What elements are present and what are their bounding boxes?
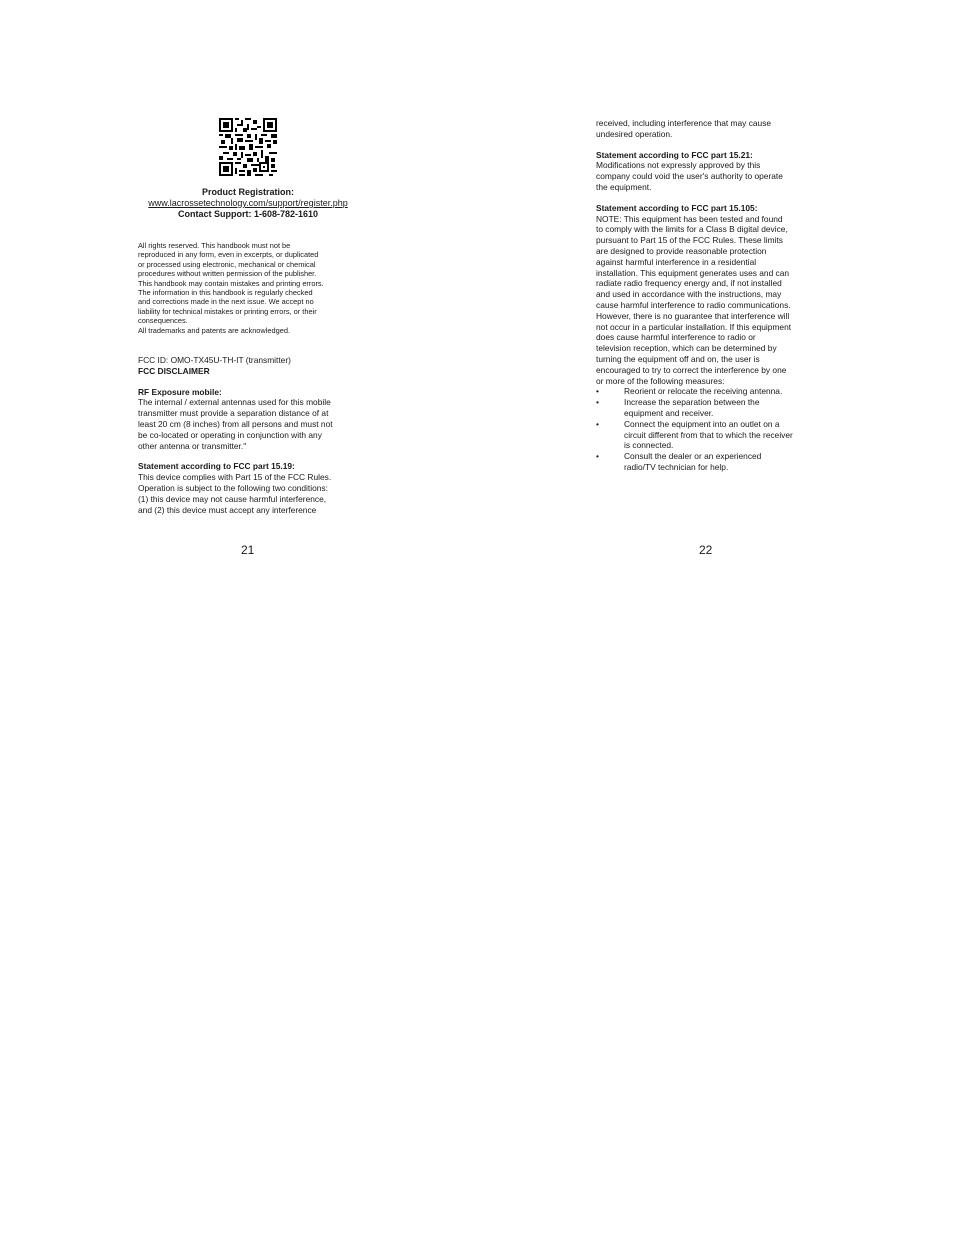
fcc-15-105-line: turning the equipment off and on, the user is	[596, 353, 760, 364]
rf-exposure-heading: RF Exposure mobile:	[138, 386, 222, 397]
fcc-15-21-text	[596, 160, 818, 192]
registration-label: Product Registration:	[201, 187, 294, 197]
list-item-line: radio/TV technician for help.	[624, 461, 729, 472]
fcc-15-105-line: against harmful interference in a residential	[596, 256, 757, 267]
bullet-icon: •	[596, 451, 599, 462]
rf-line: transmitter must provide a separation distance of at	[138, 408, 329, 419]
list-item	[596, 386, 818, 397]
fcc-15-105-text	[596, 214, 818, 387]
list-item-line: Increase the separation between the	[624, 397, 760, 408]
list-item	[596, 397, 818, 419]
list-item-line: equipment and receiver.	[624, 407, 714, 418]
fcc-disclaimer-heading: FCC DISCLAIMER	[138, 365, 210, 376]
list-item-line: Consult the dealer or an experienced	[624, 451, 762, 462]
fcc-15-105-line: television reception, which can be determined by	[596, 343, 777, 354]
list-item-line: Reorient or relocate the receiving antenna.	[624, 386, 783, 397]
rf-line: other antenna or transmitter."	[138, 440, 247, 451]
fcc-15-21-heading: Statement according to FCC part 15.21:	[596, 149, 753, 160]
qr-code-image	[219, 118, 277, 176]
fcc-15-105-line: cause harmful interference to radio communications.	[596, 299, 791, 310]
rf-line: The internal / external antennas used for this mobile	[138, 397, 331, 408]
list-item	[596, 419, 818, 451]
fcc-15-21-line: the equipment.	[596, 181, 652, 192]
fcc-15-105-line: encouraged to try to correct the interference by one	[596, 364, 787, 375]
fcc-15-105-line: radiate radio frequency energy and, if not installed	[596, 278, 782, 289]
list-item-line: is connected.	[624, 440, 674, 451]
product-registration-block	[138, 187, 358, 220]
rights-line: and corrections made in the next issue. We accept no	[138, 297, 314, 307]
fcc-15-105-line: and used in accordance with the instructions, may	[596, 289, 782, 300]
fcc-15-105-line: does cause harmful interference to radio or	[596, 332, 756, 343]
page-number-right: 22	[699, 543, 713, 557]
rf-line: be co-located or operating in conjunction with any	[138, 429, 322, 440]
rights-line: reproduced in any form, even in excerpts, or duplicated	[138, 250, 319, 260]
continued-line: undesired operation.	[596, 128, 673, 139]
page-number-left: 21	[241, 543, 255, 557]
fcc-15-19-line: This device complies with Part 15 of the FCC Rules.	[138, 472, 332, 483]
fcc-15-21-line: Modifications not expressly approved by this	[596, 160, 761, 171]
bullet-icon: •	[596, 386, 599, 397]
continued-text	[596, 118, 818, 140]
fcc-15-19-heading: Statement according to FCC part 15.19:	[138, 461, 295, 472]
list-item-line: Connect the equipment into an outlet on a	[624, 418, 780, 429]
fcc-15-105-heading: Statement according to FCC part 15.105:	[596, 202, 758, 213]
rights-line: All rights reserved. This handbook must not be	[138, 241, 291, 250]
rights-line: This handbook may contain mistakes and printing errors.	[138, 278, 324, 288]
rights-line: The information in this handbook is regularly checked	[138, 288, 313, 298]
continued-line: received, including interference that may cause	[596, 118, 772, 128]
rights-reserved-notice	[138, 241, 360, 335]
fcc-15-105-line: or more of the following measures:	[596, 375, 725, 386]
fcc-15-21-line: company could void the user's authority to operate	[596, 171, 783, 182]
bullet-icon: •	[596, 397, 599, 408]
contact-support: Contact Support: 1-608-782-1610	[177, 209, 319, 219]
fcc-section-right	[596, 118, 818, 473]
fcc-15-105-line: are designed to provide reasonable protection	[596, 245, 767, 256]
fcc-15-105-line: installation. This equipment generates uses and can	[596, 267, 790, 278]
rf-exposure-text	[138, 397, 360, 451]
list-item	[596, 451, 818, 473]
rights-line: consequences.	[138, 316, 188, 326]
rights-line: or processed using electronic, mechanical or chemical	[138, 259, 316, 269]
measures-list	[596, 386, 818, 472]
fcc-15-19-line: and (2) this device must accept any interference	[138, 504, 317, 515]
rights-line: liability for technical mistakes or printing errors, or their	[138, 306, 317, 316]
rights-line: procedures without written permission of the publisher.	[138, 269, 317, 279]
rf-line: least 20 cm (8 inches) from all persons and must not	[138, 418, 333, 429]
fcc-15-105-line: not occur in a particular installation. If this equipment	[596, 321, 792, 332]
fcc-15-19-line: Operation is subject to the following two conditions:	[138, 482, 328, 493]
list-item-line: circuit different from that to which the receiver	[624, 429, 793, 440]
fcc-15-19-text	[138, 472, 360, 515]
registration-link[interactable]: www.lacrossetechnology.com/support/register.php	[148, 198, 348, 208]
fcc-15-19-line: (1) this device may not cause harmful interference,	[138, 493, 327, 504]
fcc-id: FCC ID: OMO-TX45U-TH-IT (transmitter)	[138, 355, 291, 365]
rights-line: All trademarks and patents are acknowledged.	[138, 325, 291, 335]
bullet-icon: •	[596, 418, 599, 429]
fcc-15-105-line: However, there is no guarantee that interference will	[596, 310, 790, 321]
fcc-15-105-line: to comply with the limits for a Class B digital device,	[596, 224, 788, 235]
fcc-15-105-line: pursuant to Part 15 of the FCC Rules. These limits	[596, 235, 783, 246]
fcc-15-105-line: NOTE: This equipment has been tested and found	[596, 213, 783, 224]
fcc-section-left	[138, 355, 360, 515]
